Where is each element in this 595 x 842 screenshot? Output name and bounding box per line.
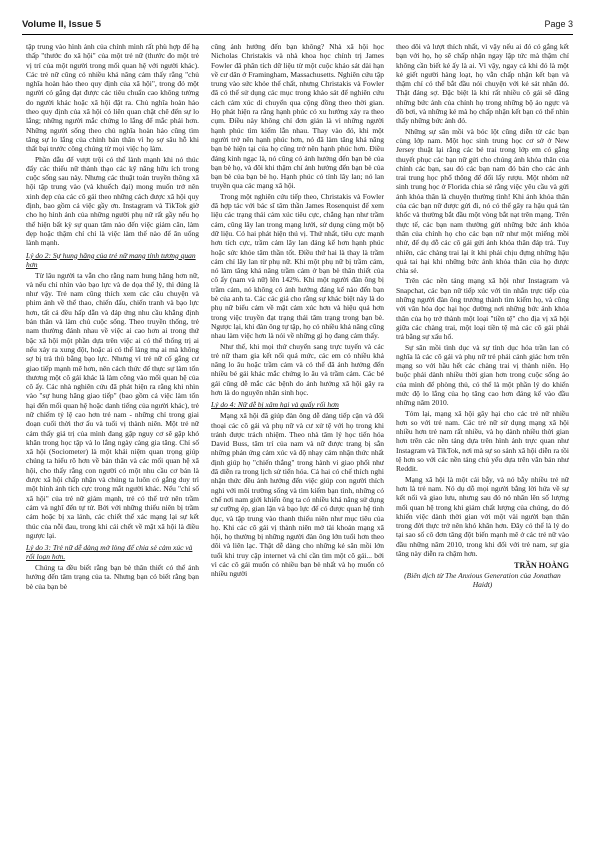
translation-note: (Biên dịch từ The Anxious Generation của Jonathan Haidt) xyxy=(404,570,561,589)
paragraph: Từ lâu người ta vẫn cho rằng nam hung hăng hơn nữ, và nếu chỉ nhìn vào bạo lực và đe dọa thể lý, thì đúng là như vậy. Trẻ nam cũng thích xem các câu chuyện và phim ảnh về thể thao, chiến đấu, chiến tranh và bạo lực hơn, tất cả đều hấp dẫn và đáp ứng nhu cầu khẳng định bản thân và làm chủ cuộc sống. Theo truyền thống, trẻ nam thường đánh nhau về việc ai cao hơn ai trong thứ bậc xã hội một phần dựa trên việc ai có thể thống trị ai nếu xảy ra xung đột, hoặc ai có thể làng mạ ai mà không sợ bị trả thù bằng bạo lực. Nhưng vì trẻ nữ cố gắng cư giao tiếp mạnh mẽ hơn, nên cách thức để thực sự làm tổn thương một cô gái khác là làm công vào mối quan hệ của cô ấy. Các nhà nghiên cứu đã phát hiện ra rằng khi nhìn vào "sự hung hăng giao tiếp" (bao gồm cả việc làm tổn hại đến mối quan hệ hoặc danh tiếng của người khác), trẻ nữ chiếm tỷ lệ cao hơn trẻ nam - những chỉ trong giai đoạn cuối thời thơ ấu và tuổi vị thành niên. Một trẻ nữ cảm thấy giá trị của mình đang gặp nguy cơ sẽ gặp khó khăn trong học tập và lo lắng ngày càng gia tăng. Chỉ số xã hội (Sociometer) là một khái niệm quan trọng giúp chúng ta hiểu rõ hơn về bản thân và các mối quan hệ xã hội, cho thấy rằng con người có một nhu cầu cơ bản là được xã hội chấp nhận và chúng ta luôn có gắng duy trì một hình ảnh tích cực trong mắt người khác. Nếu "chỉ số xã hội" của trẻ nữ giảm mạnh, trẻ có thể trở nên trầm cảm và nghĩ đến tự tử. Bởi với những thiếu niên bị trầm cảm hoặc bị xa lánh, các chiết thế xác mạng lại sự kết thúc của nỗi đau, trong khi cái chết về mặt xã hội là điều ngược lại. xyxy=(26,270,199,540)
paragraph: Trên các nền tảng mạng xã hội như Instagram và Snapchat, các bạn nữ tiếp xúc với tin nhắn trực tiếp của những người đàn ông trưởng thành tìm kiếm họ, và cũng với văn hóa đọc hại học đường nơi những bức ảnh khỏa thân của họ trở thành một loại "tiền tệ" cho địa vị xã hội giữa các chàng trai, một loại tiền tệ mà các cô gái phải trả bằng sự xấu hổ. xyxy=(396,276,569,342)
section-heading: Lý do 4: Nữ dễ bị xâm hại và quấy rối hơn xyxy=(211,400,339,410)
column-3 xyxy=(396,42,569,830)
author-signature xyxy=(396,561,569,589)
column-2 xyxy=(211,42,384,830)
paragraph: Như thế, khi mọi thứ chuyển sang trực tuyến và các trẻ nữ tham gia kết nối quá mức, các em có nhiều khả năng lo âu hoặc trầm cảm và có thể đã ảnh hưởng đến nhiều bé gái khác mắc chứng lo âu và trầm cảm. Các bé gái cũng dễ mắc các bệnh do ảnh hưởng xã hội gây ra hơn là do nguyên nhân sinh học. xyxy=(211,341,384,397)
paragraph: Tóm lại, mạng xã hội gây hại cho các trẻ nữ nhiều hơn so với trẻ nam. Các trẻ nữ sử dụng mạng xã hội nhiều hơn trẻ nam rất nhiều, và họ dành nhiều thời gian hơn trên các nền tảng dựa trên hình ảnh trực quan như Instagram và TikTok, nơi mà sự so sánh xã hội diễn ra tồi tệ hơn so với các nền tảng chủ yếu dựa trên văn bản như Reddit. xyxy=(396,408,569,474)
paragraph: Trong một nghiên cứu tiếp theo, Christakis và Fowler đã hợp tác với bác sĩ tâm thần James Rosenquist để xem liệu các trạng thái cảm xúc tiêu cực, chẳng hạn như trầm cảm, cũng lây lan trong mạng lưới, sử dụng cùng một bộ dữ liệu. Có hai phát hiện thú vị. Thứ nhất, tiêu cực mạnh hơn tích cực, trầm cảm lây lan đáng kể hơn hạnh phúc hoặc sức khỏe tâm thần tốt. Điều thứ hai là thay là trầm cảm chỉ lây lan từ phụ nữ. Khi một phụ nữ bị trầm cảm, nó làm tăng khả năng trầm cảm ở bạn bè thân thiết của cô ấy (nam và nữ) lên 142%. Khi một người đàn ông bị trầm cảm, nó không có ảnh hưởng đáng kể nào đến bạn bè của anh ta. Các các giả cho rằng sự khác biệt này là do phụ nữ biểu cảm về mặt cảm xúc hơn và hiệu quả hơn trong việc truyền đạt trạng thái tâm trạng trong bạn bè. Ngược lại, khi đàn ông tự tập, họ có nhiều khả năng cũng nhau làm việc hơn là nói về những gì họ đang cảm thấy. xyxy=(211,191,384,341)
author-name: TRẦN HOÀNG xyxy=(514,561,569,571)
paragraph: Sự săn mồi tình dục và sự tình dục hóa trần lan có nghĩa là các cô gái và phụ nữ trẻ phải cảnh giác hơn trên mạng so với hầu hết các chàng trai vị thành niên. Họ buộc phải dành nhiều thời gian hơn trong cuộc sống ảo của mình để phòng thủ, có thể là một phần lý do khiến mức độ lo lắng của họ tăng cao hơn đáng kể vào đầu những năm 2010. xyxy=(396,342,569,408)
article-body xyxy=(26,42,569,830)
page-header xyxy=(22,18,573,35)
paragraph: Những sự săn mồi và bóc lột cũng diễn từ các bạn cùng lớp nam. Một học sinh trung học cơ sở ở New Jersey thuật lại rằng các bé trai trong lớp em có gắng thuyết phục các bạn nữ gửi cho chúng ảnh khỏa thân của chính các bạn, sau đó các bạn nam đó bán cho các ảnh trai trung học phổ thông để đổi lấy rượu. Một nhóm nữ sinh trung học ở Florida chia sẻ rằng việc yêu cầu và gửi ảnh khỏa thân là chuyện thường tình! Khi ảnh khỏa thân của các bạn nữ được gửi đi, nó có thể gây ra hậu quả tàn khốc và thường bắt đầu một vòng bắt nạt trên mạng. Trên thực tế, các bạn nam thường gửi những bức ảnh khỏa thân của chính họ cho các bạn nữ như một miếng mồi nhử, để dụ dỗ các cô gái gửi ảnh khỏa thân đáp trả. Tuy nhiên, các chàng trai lại ít khi phải chịu đựng những hậu quả tai hại khi những bức ảnh khỏa thân của họ được chia sẻ. xyxy=(396,126,569,276)
section-heading: Lý do 3: Trẻ nữ dễ dàng mở lòng để chia sẻ cảm xúc và rối loạn hơn. xyxy=(26,543,193,562)
paragraph: Mạng xã hội đã giúp đàn ông dễ dàng tiếp cận và đối thoại các cô gái và phụ nữ và cư xử tệ với họ trong khi tránh được trách nhiệm. Theo nhà tâm lý học tiến hóa David Buss, tâm trí của nam và nữ được trang bị sẵn những phản ứng cảm xúc và độ nhạy cảm nhận thức nhất định giúp họ "chiến thắng" trong hành vi giao phối như đã diễn ra trong lịch sử tiến hóa. Cả hai có chế thích nghi nhận thức đều ảnh hưởng đến việc giúp con người thích nghi với môi trường sống và tìm kiếm bạn tình, những có chế nơi nam giới khiến ông ta có nhiều khả năng sử dụng sự cưỡng ép, gian lận và bạo lực để có được quan hệ tình dục, và tập trung vào thanh thiếu niên như mục tiêu của họ. Khi các cô gái vị thành niên mở tài khoản mạng xã hội, họ thường bị những người đàn ông lớn tuổi hơn theo dõi và liên lạc. Thật dễ dàng cho những kẻ săn mồi lớn tuổi khi truy cập internet và chỉ cần tìm một cô gái... bởi vì các cô gái muốn có nhiều bạn bè nhất và họ muốn có nhiều người xyxy=(211,411,384,579)
paragraph: cũng ảnh hưởng đến bạn không? Nhà xã hội học Nicholas Christakis và nhà khoa học chính trị James Fowler đã phân tích dữ liệu từ một cuộc khảo sát dài hạn về cư dân ở Framingham, Massachusetts. Nghiên cứu tập trung vào sức khỏe thể chất, nhưng Christakis và Fowler đã có thể sử dụng các mục trong khảo sát để nghiên cứu cách cảm xúc di chuyển qua cộng đồng theo thời gian. Họ phát hiện ra rằng hạnh phúc có xu hướng xảy ra theo cụm. Điều này không chỉ đơn giản là vì những người hạnh phúc tìm kiếm lẫn nhau. Thay vào đó, khi một người trở nên hạnh phúc hơn, nó đã làm tăng khả năng bạn bè hiện tại của họ cũng trở nên hạnh phúc hơn. Điều đáng kinh ngạc là, nó cũng có ảnh hưởng đến bạn bè của bạn bè họ, và đôi khi thậm chí ảnh hưởng đến bạn bè của bạn bè của bạn bè họ. Hạnh phúc có tính lây lan; nó lan truyền qua các mạng xã hội. xyxy=(211,42,384,191)
paragraph: tập trung vào hình ảnh của chính mình rất phù hợp để hạ thấp "thước đo xã hội" của một trẻ nữ (thước đo một trẻ vị trí của một người trong mối quan hệ với người khác). Các trẻ nữ cũng có nhiều khả năng cảm thấy rằng "chủ nghĩa hoàn hảo theo quy định của xã hội", trong đó một người có gắng đạt được các tiêu chuẩn cao không tưởng do người khác hoặc xã hội đặt ra. Chủ nghĩa hoàn hảo theo quy định của xã hội có liên quan chặt chẽ đến sự lo lắng; những người mắc chứng lo lắng để mắc phải hơn. Những người sống theo chủ nghĩa hoàn hảo cũng tìm tăng sự lo lắng của chính bản thân vì họ sợ sâu hỗ khi thất bại trước công chúng từ mọi việc họ làm. xyxy=(26,42,199,154)
page-number: Page 3 xyxy=(544,19,573,29)
paragraph: theo dõi và lượt thích nhất, vì vậy nếu ai đó có gắng kết bạn với họ, họ sẽ chấp nhận ngay lập tức mà thậm chí không cần biết kẻ ấy là ai. Vì vậy, ngay cả khi đó là một kẻ giết người hàng loạt, họ vẫn chấp nhận kết bạn và thậm chí có thể bắt đầu nói chuyện với kẻ sát nhân đó. Thật đáng sợ. Đặc biệt là khi rất nhiều cô gái sẽ đăng những bức ảnh của chính họ trong những bộ áo ngực và đồ bơi, và những kẻ mà họ chấp nhận kết bạn có thể nhìn thấy những bức ảnh đó. xyxy=(396,42,569,126)
paragraph: Mạng xã hội là một cái bẫy, và nó bẫy nhiều trẻ nữ hơn là trẻ nam. Nó dụ dỗ mọi người bằng lời hứa về sự kết nối và giao lưu, nhưng sau đó nó nhân lên số lượng mối quan hệ trong khi giảm chất lượng của chúng, do đó khiến việc dành thời gian với một vài người bạn thân trong đời thực trở nên khó khăn hơn. Đây có thể là lý do tại sao số cô đơn tăng đột biến mạnh mẽ ở các trẻ nữ vào đầu những năm 2010, trong khi đối với trẻ nam, sự gia tăng này diễn ra chậm hơn. xyxy=(396,474,569,559)
issue-label: Volume II, Issue 5 xyxy=(22,19,102,30)
section-heading: Lý do 2: Sự hung hăng của trẻ nữ mang tính tương quan hơn xyxy=(26,250,196,269)
paragraph: Chúng ta đều biết rằng bạn bè thân thiết có thể ảnh hưởng đến tâm trạng của ta. Nhưng bạn có biết rằng bạn bè của bạn bè xyxy=(26,563,199,591)
column-1 xyxy=(26,42,199,830)
paragraph: Phần dẫu để vượt trội có thể lành mạnh khi nó thúc đẩy các thiếu nữ thành thạo các kỹ năng hữu ích trong cuộc sống sau này. Nhưng các thuật toán truyền thông xã hội tập trung vào (và khuếch đại) mong muốn trở nên xinh đẹp của các cô gái theo những cách được xã hội quy định, bao gồm cả việc gầy ơn. Instagram và TikTok giờ cho họ hình ảnh của những người phụ nữ rất gầy nếu họ thể hiện bất kỳ sự quan tâm nào đến việc giảm cân, làm đẹp hoặc thậm chí chỉ là việc làm thế nào để ăn uống lành mạnh. xyxy=(26,154,199,248)
